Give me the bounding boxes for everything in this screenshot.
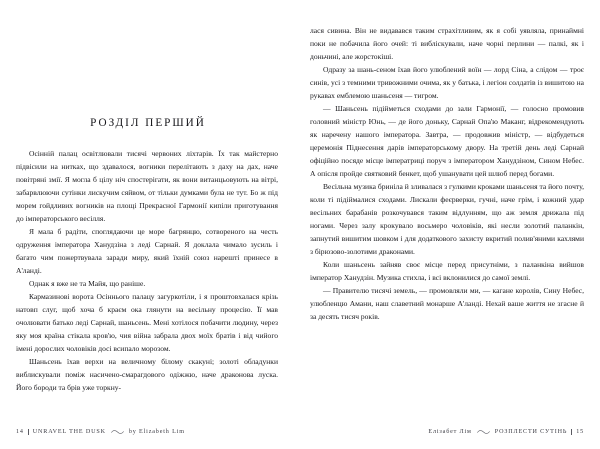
page-number: 15 bbox=[576, 429, 584, 435]
right-page-body bbox=[310, 0, 584, 323]
paragraph: Однак я вже не та Майя, що раніше. bbox=[29, 279, 146, 288]
chapter-heading: РОЗДІЛ ПЕРШИЙ bbox=[90, 117, 206, 129]
paragraph: Я мала б радіти, споглядаючи це море багрянцю, сотвореного на честь одруження імператора Ханудзіна з леді Сарнай. Я доклала чимало зусиль і багато чим пожертвувала заради миру, який їхній союз нарешті принесе в А'ланді. bbox=[16, 227, 278, 275]
left-page-body bbox=[16, 147, 278, 394]
footer-byline: by Elizabeth Lim bbox=[128, 429, 185, 435]
footer-divider bbox=[571, 429, 572, 435]
paragraph: лася сивина. Він не видавався таким страхітливим, як я собі уявляла, принаймні поки не побачила його очей: ті вибліскували, наче чорні перлини — палкі, як і доньчині, але жорстокіші. bbox=[310, 26, 584, 61]
right-page-footer bbox=[428, 429, 584, 435]
paragraph: — Шаньсень підійметься сходами до зали Гармонії, — голосно промовив головний міністр Юнь, — де його доньку, Сарнай Опа'ю Маканг, відрекомендують як наречену нашого імператора. Завтра, — продовжив міністр, — відбудеться церемонія Піднесення дарів імператорському двору. На третій день леді Сарнай офіційно посяде місце імператриці поруч з імператором Ханудзіном, Сином Небес. А опісля пройде святковий бенкет, щоб ушанувати цей шлюб перед богами. bbox=[310, 104, 584, 178]
paragraph: Шаньсень їхав верхи на величному білому скакуні; золоті обладунки виблискували поміж насичено-смарагдового одіжжю, наче драконова луска. Його бороди та брів уже торкну- bbox=[16, 357, 278, 392]
paragraph: Весільна музика бриніла й зливалася з гулкими кроками шаньсеня та його почту, коли ті підіймалися сходами. Лискали феєрверки, гучні, наче грім, і кожний удар весільних барабанів розкочувався таким відлунням, що аж земля дрижала під ногами. Через залу крокувало восьмеро чоловіків, які несли золотий паланкін, запнутий вишитим шовком і для додаткового захисту вкритий полив'яними кахлями з бірюзово-золотими драконами. bbox=[310, 182, 584, 256]
swirl-ornament-icon bbox=[477, 429, 490, 435]
footer-divider bbox=[28, 429, 29, 435]
page-number: 14 bbox=[16, 429, 24, 435]
right-page bbox=[300, 0, 600, 449]
footer-book-title: РОЗПЛЕСТИ СУТІНЬ bbox=[494, 429, 568, 435]
paragraph: Коли шаньсень зайняв своє місце перед присутніми, з паланкіна вийшов імператор Ханудзін. Музика стихла, і всі вклонилися до самої землі. bbox=[310, 260, 584, 282]
paragraph: Кармазинові ворота Осіннього палацу загуркотіли, і я проштовхалася крізь натовп слуг, щоб хоча б краєм ока глянути на весільну процесію. Її мав очолювати батько леді Сарнай, шаньсень. Мені хотілося побачити людину, через яку моя країна стікала кров'ю, чия війна забрала двох моїх братів і від чийого імені дорослих чоловіків досі всипало морозом. bbox=[16, 292, 278, 353]
footer-author: Елізабет Лім bbox=[428, 429, 472, 435]
paragraph: — Правителю тисячі земель, — промовляли ми, — кагане королів, Сину Небес, улюбленцю Амани, наш славетний монарше А'ланді. Нехай ваше життя не згасне й за десять тисяч років. bbox=[310, 286, 584, 321]
left-page-footer bbox=[16, 429, 185, 435]
swirl-ornament-icon bbox=[111, 429, 124, 435]
paragraph: Осінній палац освітлювали тисячі червоних ліхтарів. Їх так майстерно підвісили на нитках, що здавалося, вогники перелітають з даху на дах, наче повітряні змії. Я могла б цілу ніч спостерігати, як вони витанцьовують на вітрі, забарвлюючи сутінки лискучим сяйвом, от тільки думками була не тут. Бо ж під морем гойдливих вогників на площі Прекрасної Гармонії кипіли приготування до імператорського весілля. bbox=[16, 149, 278, 223]
paragraph: Одразу за шань-сеном їхав його улюблений воїн — лорд Сіна, а слідом — троє синів, усі з темними тривожними очима, як у батька, і легіон солдатів із вишитою на рукавах емблемою шаньсеня — тигром. bbox=[310, 65, 584, 100]
footer-book-title: UNRAVEL THE DUSK bbox=[32, 429, 106, 435]
